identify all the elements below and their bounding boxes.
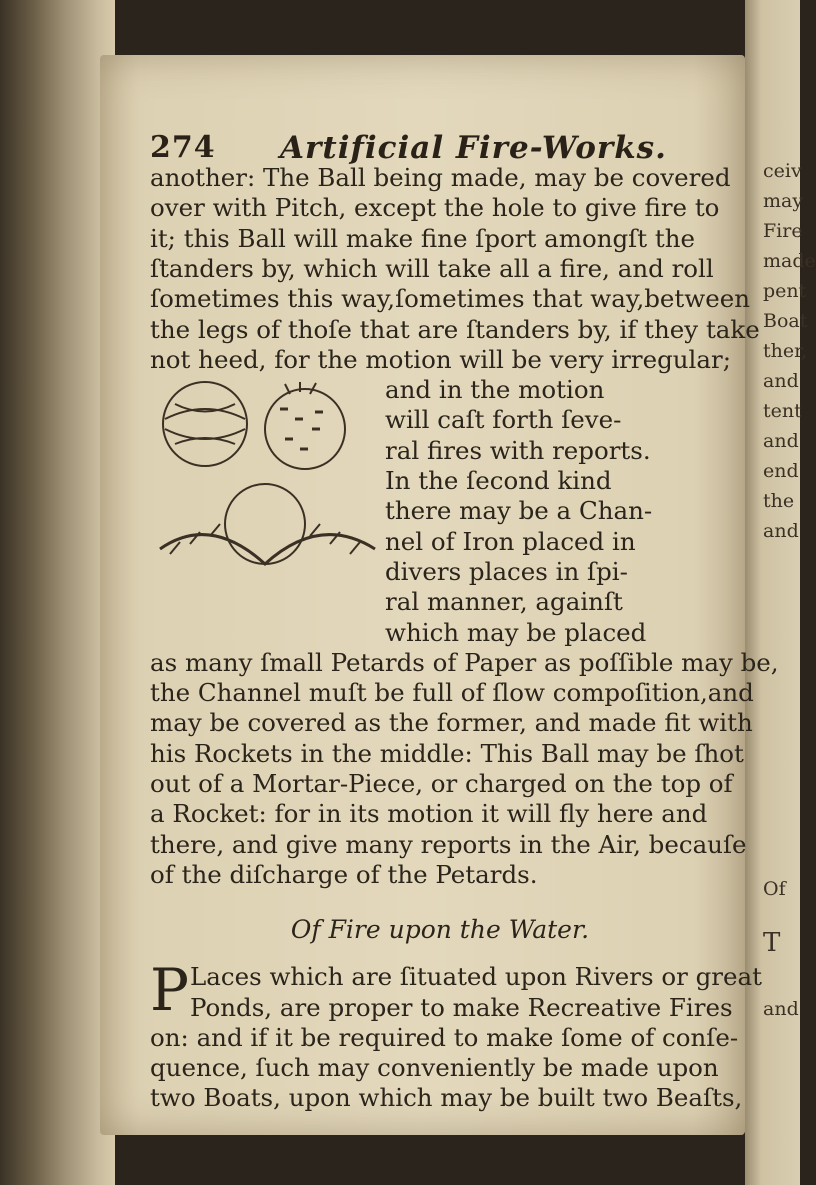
- text-line: of the diſcharge of the Petards.: [150, 859, 538, 889]
- text-line: out of a Mortar-Piece, or charged on the top of: [150, 769, 733, 798]
- facing-fragment: Boat: [763, 310, 808, 332]
- text-line: ral manner, againſt: [385, 587, 623, 617]
- text-line: quence, ſuch may conveniently be made upon: [150, 1053, 719, 1083]
- ball-bands-left: [165, 404, 245, 444]
- section-title: Of Fire upon the Water.: [290, 915, 590, 945]
- text-line: a Rocket: for in its motion it will fly here and: [150, 799, 708, 829]
- fuse-sparks: [285, 382, 316, 394]
- text-line: will caſt forth ſeve-: [385, 405, 622, 435]
- text-line: nel of Iron placed in: [385, 526, 636, 556]
- ball-outline-left: [163, 382, 247, 466]
- facing-fragment: Fire: [763, 220, 803, 242]
- facing-fragment: and: [763, 370, 799, 392]
- ball-outline-bottom: [225, 484, 305, 564]
- text-line: there, and give many reports in the Air, becauſe: [150, 829, 747, 859]
- text-line: the Channel muſt be full of ſlow compoſition,and: [150, 678, 754, 708]
- facing-fragment: end: [763, 460, 799, 482]
- running-head: Artificial Fire-Works.: [280, 130, 667, 166]
- facing-fragment: may: [763, 190, 804, 212]
- facing-fragment: tent: [763, 400, 802, 422]
- text-line: it; this Ball will make fine ſport amongſt the: [150, 223, 695, 253]
- spiral-channel: [160, 535, 375, 564]
- facing-fragment: ther,: [763, 340, 808, 362]
- petard-marks: [280, 409, 323, 449]
- text-line: as many ſmall Petards of Paper as poſſible may be,: [150, 647, 779, 677]
- text-line: ral fires with reports.: [385, 435, 651, 465]
- drop-cap: P: [150, 956, 190, 1025]
- facing-fragment: T: [763, 928, 781, 958]
- text-line: which may be placed: [385, 617, 647, 647]
- facing-fragment: and: [763, 520, 799, 542]
- facing-fragment: ceiv: [763, 160, 802, 182]
- facing-fragment: the: [763, 490, 795, 512]
- text-line: divers places in ſpi-: [385, 556, 628, 586]
- text-line: Ponds, are proper to make Recreative Fires: [190, 992, 733, 1022]
- page-number: 274: [150, 130, 216, 165]
- facing-fragment: and: [763, 430, 799, 452]
- facing-fragment: and: [763, 998, 799, 1020]
- text-line: another: The Ball being made, may be covered: [150, 163, 731, 192]
- book-gutter-left: [0, 0, 115, 1185]
- fireball-engraving: [150, 374, 378, 574]
- text-line: the legs of thoſe that are ſtanders by, if they take: [150, 314, 760, 344]
- text-line: Laces which are ſituated upon Rivers or great: [190, 962, 762, 992]
- text-line: ſtanders by, which will take all a fire, and roll: [150, 253, 714, 283]
- text-line: may be covered as the former, and made fit with: [150, 708, 753, 738]
- text-line: there may be a Chan-: [385, 496, 653, 526]
- text-line: ſometimes this way,ſometimes that way,between: [150, 284, 751, 314]
- facing-fragment: Of: [763, 878, 786, 900]
- text-line: his Rockets in the middle: This Ball may be ſhot: [150, 738, 744, 768]
- ball-outline-right: [265, 389, 345, 469]
- channel-hatching: [170, 524, 360, 554]
- text-line: and in the motion: [385, 375, 605, 405]
- text-line: In the ſecond kind: [385, 466, 612, 495]
- text-line: over with Pitch, except the hole to give fire to: [150, 193, 720, 223]
- text-line: not heed, for the motion will be very irregular;: [150, 344, 731, 374]
- text-line: on: and if it be required to make ſome of conſe-: [150, 1022, 739, 1052]
- facing-page-edge: [745, 0, 816, 1185]
- text-line: two Boats, upon which may be built two Beaſts,: [150, 1083, 743, 1113]
- facing-fragment: pent: [763, 280, 807, 302]
- facing-fragment: made: [763, 250, 816, 272]
